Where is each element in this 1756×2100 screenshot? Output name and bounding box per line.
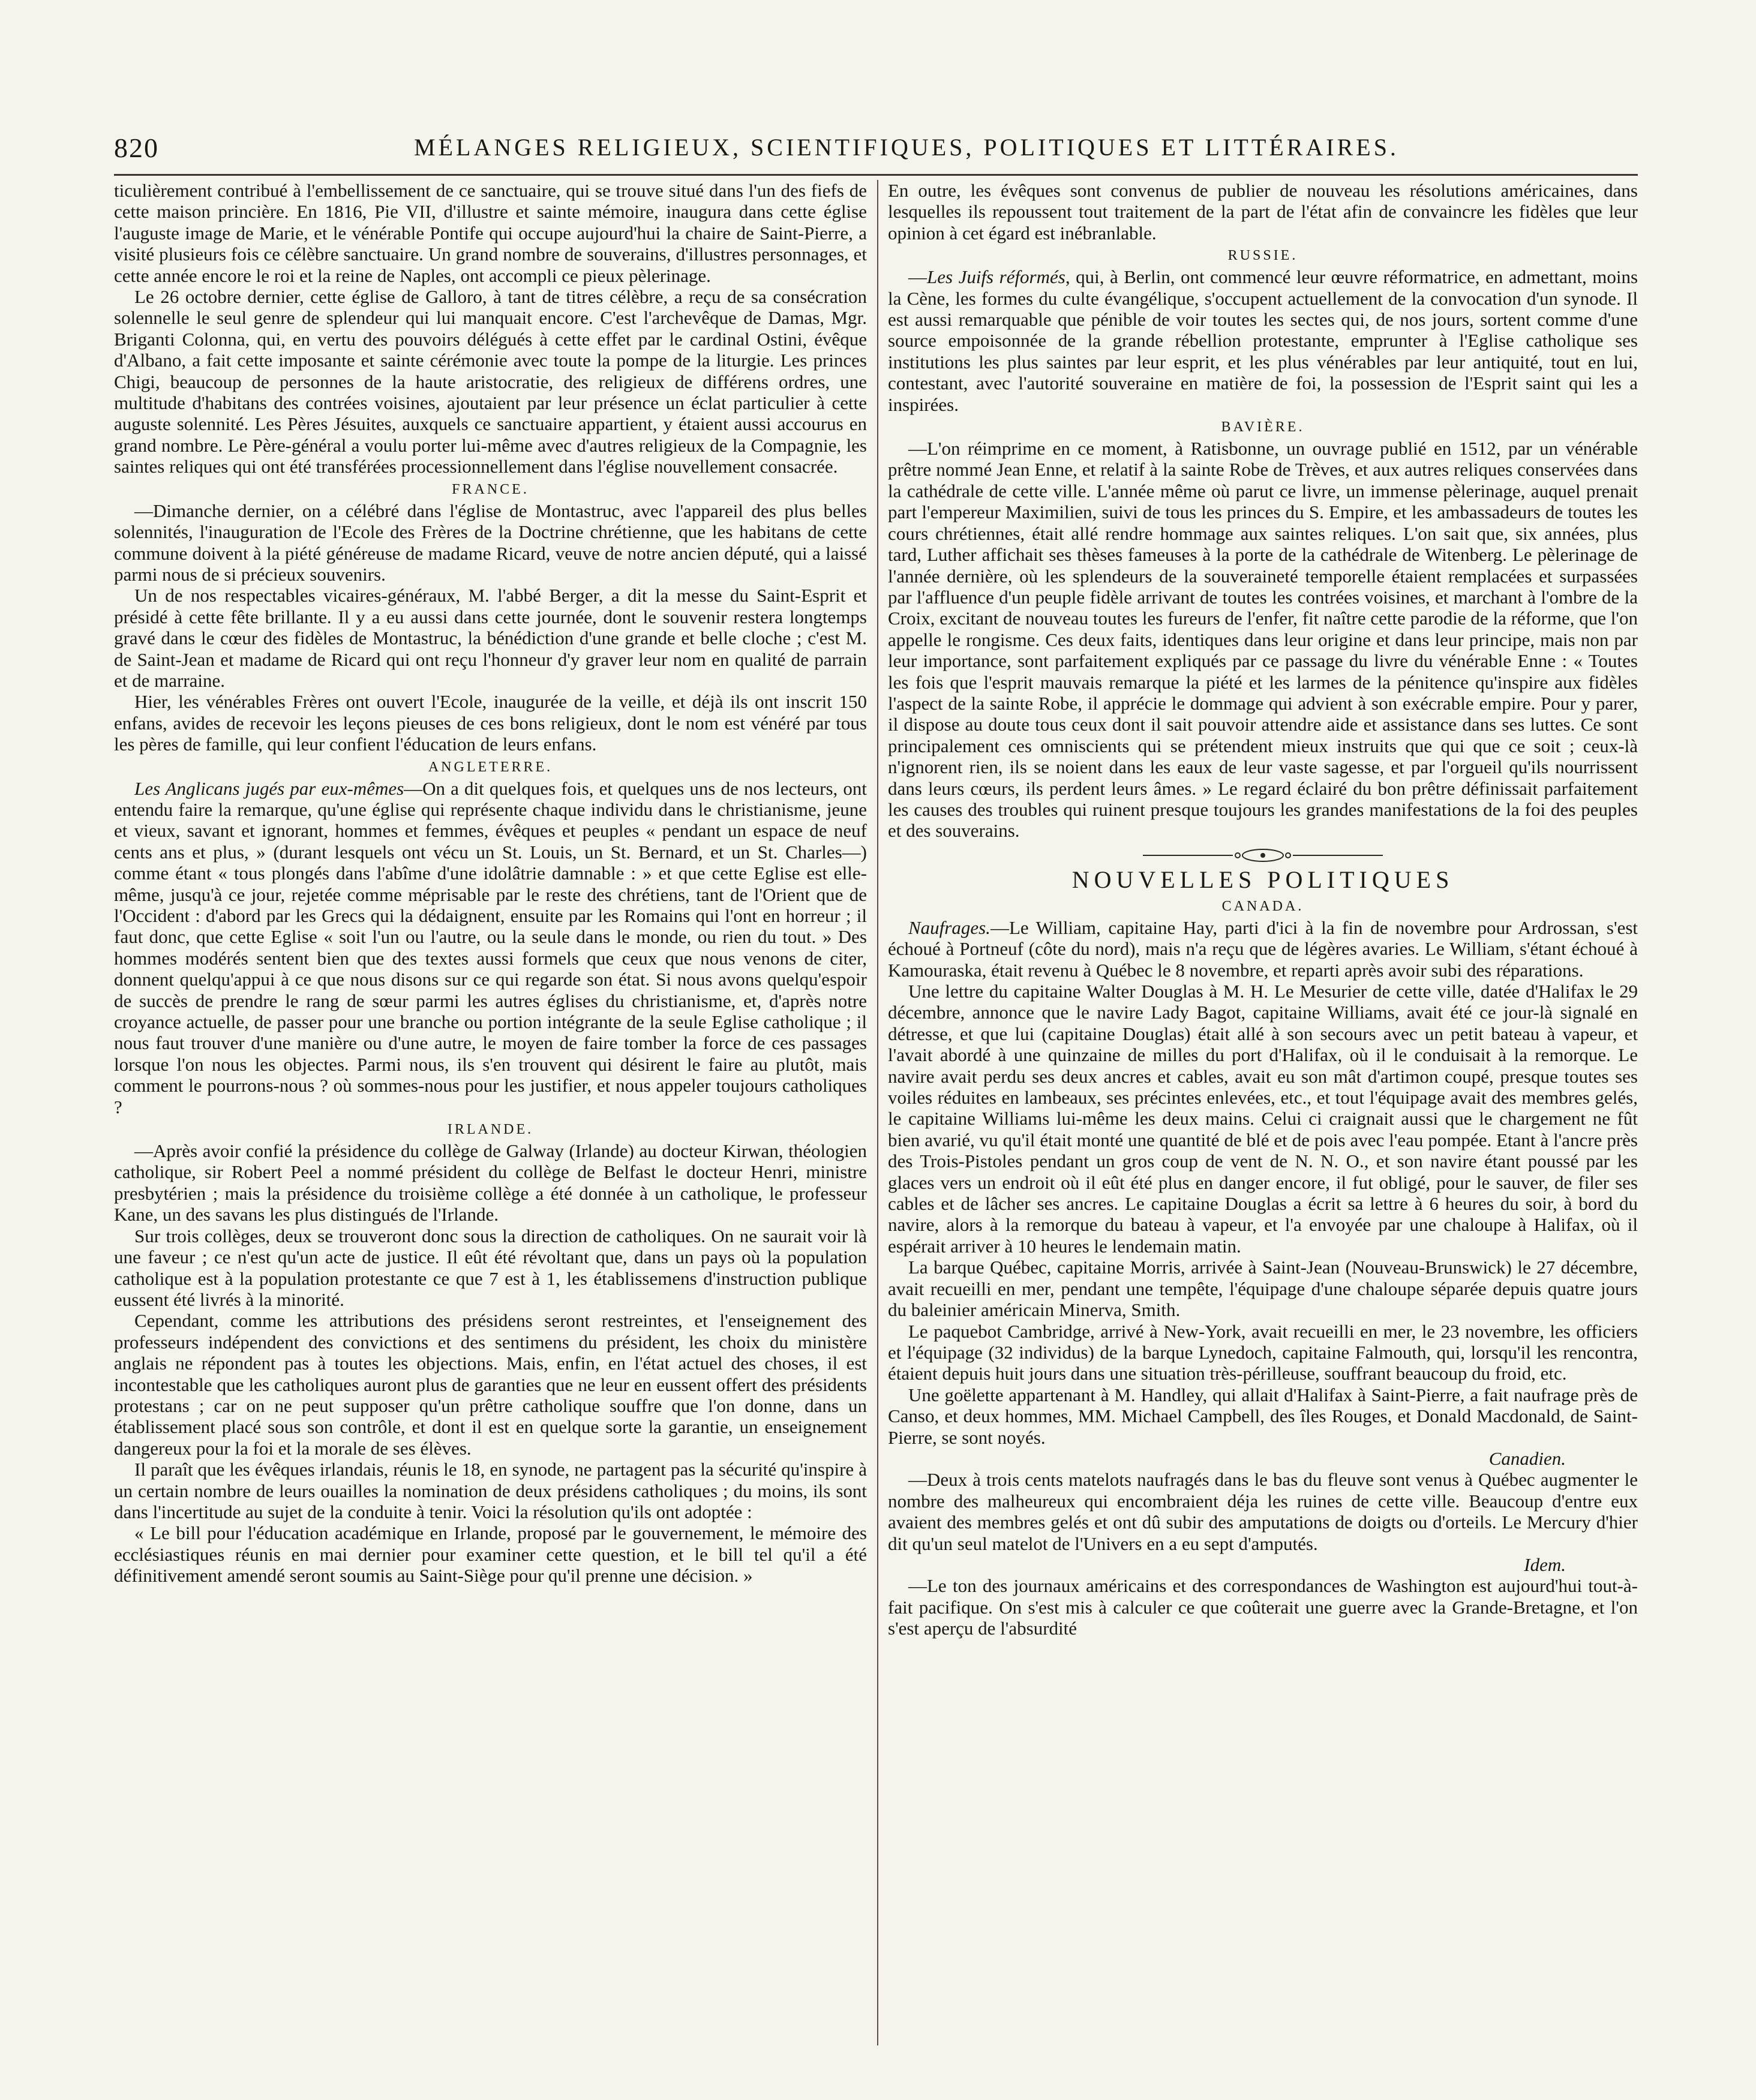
article-paragraph: Il paraît que les évêques irlandais, réunis le 18, en synode, ne partagent pas la sécurité qu'inspire à un certain nombre de leurs ouailles la nomination de deux présidens catholiques ; du moins, ils sont dans l'incertitude au sujet de la conduite à tenir. Voici la résolution qu'ils ont adoptée : [114, 1459, 867, 1522]
article-paragraph: Le 26 octobre dernier, cette église de Galloro, à tant de titres célèbre, a reçu de sa consécration solennelle le seul genre de splendeur qui lui manquait encore. C'est l'archevêque de Damas, Mgr. Briganti Colonna, qui, en vertu des pouvoirs délégués à cette effet par le cardinal Ostini, évêque d'Albano, a fait cette imposante et sainte cérémonie avec toute la pompe de la liturgie. Les princes Chigi, beaucoup de personnes de la haute aristocratie, des religieux de différens ordres, une multitude d'habitans des contrées voisines, ajoutaient par leur présence un éclat particulier à cette auguste solennité. Les Pères Jésuites, auxquels ce sanctuaire appartient, y étaient aussi accourus en grand nombre. Le Père-général a voulu porter lui-même avec d'autres religieux de la Compagnie, les saintes reliques qui ont été transférées processionnellement dans l'église nouvellement consacrée. [114, 286, 867, 477]
article-paragraph: —L'on réimprime en ce moment, à Ratisbonne, un ouvrage publié en 1512, par un vénérable prêtre nommé Jean Enne, et relatif à la sainte Robe de Trèves, et aux autres reliques conservées dans la cathédrale de cette ville. L'année même où parut ce livre, un immense pèlerinage, auquel prenait part l'empereur Maximilien, suivi de tous les princes du S. Empire, et les ambassadeurs de toutes les cours chrétiennes, était allé rendre hommage aux saintes reliques. L'on sait que, six années, plus tard, Luther affichait ses thèses fameuses à la porte de la cathédrale de Witenberg. Le pèlerinage de l'année dernière, où les splendeurs de la souveraineté temporelle étaient remplacées et surpassées par l'affluence d'un peuple fidèle arrivant de toutes les contrées voisines, et marchant à l'ombre de la Croix, excitant de nouveau toutes les fureurs de l'enfer, fit naître cette parodie de la réforme, que l'on appelle le rongisme. Ces deux faits, identiques dans leur origine et dans leur principe, mais non par leur importance, sont parfaitement expliqués par ce passage du livre du vénérable Enne : « Toutes les fois que l'esprit mauvais remarque la piété et les larmes de la pénitence qu'inspire aux fidèles l'aspect de la sainte Robe, il apprécie le dommage qui advient à son exécrable empire. Pour y parer, il dispose au doute tous ceux dont il sait pouvoir attendre aide et assistance dans ses luttes. Ce sont principalement ces omniscients qui se prétendent mieux instruits que qui que ce soit ; ceux-là n'ignorent rien, ils se noient dans les eaux de leur vaste sagesse, et par l'orgueil qu'ils nourrissent dans leurs cœurs, ils perdent leurs âmes. » Le regard éclairé du bon prêtre définissait parfaitement les causes des troubles qui ruinent presque toujours les grandes manifestations de la foi des peuples et des souverains. [888, 438, 1638, 842]
article-paragraph: —Dimanche dernier, on a célébré dans l'église de Montastruc, avec l'appareil des plus belles solennités, l'inauguration de l'Ecole des Frères de la Doctrine chrétienne, que les habitans de cette commune doivent à la piété généreuse de madame Ricard, veuve de notre ancien député, qui a laissé parmi nous de si précieux souvenirs. [114, 500, 867, 585]
ornament-divider-icon [1137, 846, 1389, 864]
article-paragraph: En outre, les évêques sont convenus de publier de nouveau les résolutions américaines, dans lesquelles ils repoussent tout traitement de la part de l'état afin de convaincre les fidèles que leur opinion à cet égard est inébranlable. [888, 180, 1638, 244]
article-paragraph [888, 917, 1638, 981]
running-head: MÉLANGES RELIGIEUX, SCIENTIFIQUES, POLITIQUES ET LITTÉRAIRES. [414, 134, 1399, 161]
section-title-nouvelles-politiques: NOUVELLES POLITIQUES [1071, 866, 1454, 893]
article-paragraph: —Le ton des journaux américains et des correspondances de Washington est aujourd'hui tout-à-fait pacifique. On s'est mis à calculer ce que coûterait une guerre avec la Grande-Bretagne, et l'on s'est aperçu de l'absurdité [888, 1575, 1638, 1639]
article-paragraph: —Les Juifs réformés, qui, à Berlin, ont commencé leur œuvre réformatrice, en admettant, moins la Cène, les formes du culte évangélique, s'occupent actuellement de la convocation d'un synode. Il est aussi remarquable que pénible de voir toutes les sectes qui, de nos jours, sortent comme d'une source empoisonnée de la grande rébellion protestante, emprunter à l'Eglise catholique ses institutions les plus saintes par leur esprit, et les plus vénérables par leur antiquité, tout en lui, contestant, avec l'autorité souveraine en matière de foi, la possession de l'Esprit saint qui les a inspirées. [888, 266, 1638, 415]
article-paragraph: —Deux à trois cents matelots naufragés dans le bas du fleuve sont venus à Québec augmenter le nombre des malheureux qui encombraient déja les ruines de cette ville. Beaucoup d'entre eux avaient des membres gelés et ont dû subir des amputations de doigts ou d'orteils. Le Mercury d'hier dit qu'un seul matelot de l'Univers en a eu sept d'amputés. [888, 1469, 1638, 1554]
source-signature: Idem. [1524, 1554, 1566, 1575]
article-paragraph: « Le bill pour l'éducation académique en Irlande, proposé par le gouvernement, le mémoire des ecclésiastiques réunis en mai dernier pour examiner cette question, et le bill tel qu'il a été définitivement amendé seront soumis au Saint-Siège pour qu'il prenne une décision. » [114, 1522, 867, 1587]
header-rule [114, 174, 1638, 176]
section-heading-angleterre: ANGLETERRE. [428, 759, 553, 775]
article-paragraph: Un de nos respectables vicaires-généraux, M. l'abbé Berger, a dit la messe du Saint-Esprit et présidé à cette fête brillante. Il y a eu aussi dans cette journée, dont le souvenir restera longtemps gravé dans le cœur des fidèles de Montastruc, la bénédiction d'une grande et belle cloche ; c'est M. de Saint-Jean et madame de Ricard qui ont reçu l'honneur d'y graver leur nom en qualité de parrain et de marraine. [114, 585, 867, 691]
right-column [888, 180, 1638, 2057]
section-heading-canada: CANADA. [1221, 898, 1304, 914]
article-paragraph: Une goëlette appartenant à M. Handley, qui allait d'Halifax à Saint-Pierre, a fait naufrage près de Canso, et deux hommes, MM. Michael Campbell, des îles Rouges, et Donald Macdonald, de Saint-Pierre, se sont noyés. [888, 1384, 1638, 1448]
left-column [114, 180, 867, 2057]
article-text: , qui, à Berlin, ont commencé leur œuvre réformatrice, en admettant, moins la Cène, les formes du culte évangélique, s'occupent actuellement de la convocation d'un synode. Il est aussi remarquable que pénible de voir toutes les sectes qui, de nos jours, sortent comme d'une source empoisonnée de la grande rébellion protestante, emprunter à l'Eglise catholique ses institutions les plus saintes par leur esprit, et les plus vénérables par leur antiquité, tout en lui, contestant, avec l'autorité souveraine en matière de foi, la possession de l'Esprit saint qui les a inspirées. [888, 266, 1638, 415]
page-number: 820 [114, 133, 159, 163]
article-lead: Les Juifs réformés [927, 266, 1065, 288]
section-heading-baviere: BAVIÈRE. [1221, 419, 1305, 435]
article-text: —On a dit quelques fois, et quelques uns de nos lecteurs, ont entendu faire la remarque, qu'une église qui représente chaque individu dans le christianisme, jeune et vieux, savant et ignorant, hommes et femmes, évêques et peuples « pendant un espace de neuf cents ans et plus, » (durant lesquels ont vécu un St. Louis, un St. Bernard, et un St. Charles—) comme étant « tous plongés dans l'abîme d'une idolâtrie damnable : » et que cette Eglise est elle-même, jusqu'à ce jour, rejetée comme méprisable par le reste des chrétiens, tant de l'Orient que de l'Occident : d'abord par les Grecs qui la dédaignent, ensuite par les Romains qui l'ont en horreur ; il faut donc, que cette Eglise « soit l'un ou l'autre, ou la seule dans le monde, ou rien du tout. » Des hommes modérés sentent bien que des textes aussi formels que ceux que nous venons de citer, donnent quelqu'appui à ce que nous disons sur ce qui regarde son état. Si nous avons quelqu'espoir de succès de prendre le rang de sœur parmi les autres églises du christianisme, et, d'après notre croyance actuelle, de passer pour une branche ou portion intégrante de la seule Eglise catholique ; il nous faut trouver d'une manière ou d'une autre, le moyen de faire tomber la force de ces passages lorsque l'on nous les objectes. Parmi nous, ils s'en trouvent qui désirent le faire au plutôt, mais comment le pourrons-nous ? où sommes-nous pour les justifier, et nous appeler toujours catholiques ? [114, 777, 867, 1117]
article-text: —Le William, capitaine Hay, parti d'ici à la fin de novembre pour Ardrossan, s'est échoué à Portneuf (côte du nord), mais n'a reçu que de légères avaries. Le William, s'étant échoué à Kamouraska, était revenu à Québec le 8 novembre, et reparti après avoir subi des réparations. [888, 917, 1638, 981]
article-paragraph: Cependant, comme les attributions des présidens seront restreintes, et l'enseignement des professeurs indépendent des convictions et des sentimens du président, les choix du ministère anglais ne répondent pas à toutes les objections. Mais, enfin, en l'état actuel des choses, il est incontestable que les catholiques auront plus de garanties que ne leur en eussent offert des présidents protestans ; car on ne peut supposer qu'un prêtre catholique souffre que l'on donne, dans un établissement placé sous son contrôle, et dont il est en quelque sorte la garantie, un enseignement dangereux pour la foi et la morale de ses élèves. [114, 1310, 867, 1459]
article-paragraph [114, 778, 867, 1118]
article-paragraph: Une lettre du capitaine Walter Douglas à M. H. Le Mesurier de cette ville, datée d'Halifax le 29 décembre, annonce que le navire Lady Bagot, capitaine Williams, avait été ce jour-là signalé en détresse, et que lui (capitaine Douglas) était allé à son secours avec un petit bateau à vapeur, et l'avait abordé à une quinzaine de milles du port d'Halifax, où il le conduisait à la remorque. Le navire avait perdu ses deux ancres et cables, avait eu son mât d'artimon coupé, presque toutes ses voiles réduites en lambeaux, ses précintes enlevées, etc., et tout l'équipage avait des membres gelés, le capitaine Williams lui-même les deux mains. Celui ci craignait aussi que le chargement ne fût bien avarié, vu qu'il était monté une quantité de blé et de pois avec l'eau pompée. Etant à l'ancre près des Trois-Pistoles pendant un gros coup de vent de N. N. O., et son navire étant poussé par les glaces vers un endroit où il eût été plus en danger encore, il fut obligé, pour le sauver, de filer ses cables et de lâcher ses ancres. Le capitaine Douglas a écrit sa lettre à 6 heures du soir, à bord du navire, alors à la remorque du bateau à vapeur, et l'a envoyée par une chaloupe à Halifax, où il espérait arriver à 10 heures le lendemain matin. [888, 981, 1638, 1257]
article-paragraph: Sur trois collèges, deux se trouveront donc sous la direction de catholiques. On ne saurait voir là une faveur ; ce n'est qu'un acte de justice. Il eût été révoltant que, dans un pays où la population catholique est à la population protestante ce que 7 est à 1, les établissemens d'instruction publique eussent été livrés à la minorité. [114, 1225, 867, 1310]
section-heading-france: FRANCE. [452, 481, 529, 497]
article-lead: Naufrages. [908, 917, 990, 938]
source-signature: Canadien. [1488, 1447, 1566, 1469]
article-paragraph: La barque Québec, capitaine Morris, arrivée à Saint-Jean (Nouveau-Brunswick) le 27 décembre, avait recueilli en mer, pendant une tempête, l'équipage d'une chaloupe séparée depuis quatre jours du baleinier américain Minerva, Smith. [888, 1257, 1638, 1321]
article-paragraph: ticulièrement contribué à l'embellissement de ce sanctuaire, qui se trouve situé dans l'un des fiefs de cette maison princière. En 1816, Pie VII, d'illustre et sainte mémoire, inaugura dans cette église l'auguste image de Marie, et le vénérable Pontife qui occupe aujourd'hui la chaire de Saint-Pierre, a visité plusieurs fois ce célèbre sanctuaire. Un grand nombre de souverains, d'illustres personnages, et cette année encore le roi et la reine de Naples, ont accompli ce pieux pèlerinage. [114, 180, 867, 286]
article-paragraph: Hier, les vénérables Frères ont ouvert l'Ecole, inaugurée de la veille, et déjà ils ont inscrit 150 enfans, avides de recevoir les leçons pieuses de ces bons religieux, dont le nom est vénéré par tous les pères de famille, qui leur confient l'éducation de leurs enfans. [114, 691, 867, 755]
article-paragraph: —Après avoir confié la présidence du collège de Galway (Irlande) au docteur Kirwan, théologien catholique, sir Robert Peel a nommé président du collège de Belfast le docteur Henri, ministre presbytérien ; mais la présidence du troisième collège a été donnée à un catholique, le professeur Kane, un des savans les plus distingués de l'Irlande. [114, 1140, 867, 1225]
page-header [114, 132, 1638, 174]
article-paragraph: Le paquebot Cambridge, arrivé à New-York, avait recueilli en mer, le 23 novembre, les officiers et l'équipage (32 individus) de la barque Lynedoch, capitaine Falmouth, qui, lorsqu'il les rencontra, étaient depuis huit jours dans une situation très-périlleuse, souffrant beaucoup du froid, etc. [888, 1320, 1638, 1384]
article-lead: Les Anglicans jugés par eux-mêmes [134, 777, 404, 799]
column-divider [877, 180, 878, 2045]
section-heading-irlande: IRLANDE. [447, 1122, 534, 1138]
section-heading-russie: RUSSIE. [1227, 248, 1298, 264]
